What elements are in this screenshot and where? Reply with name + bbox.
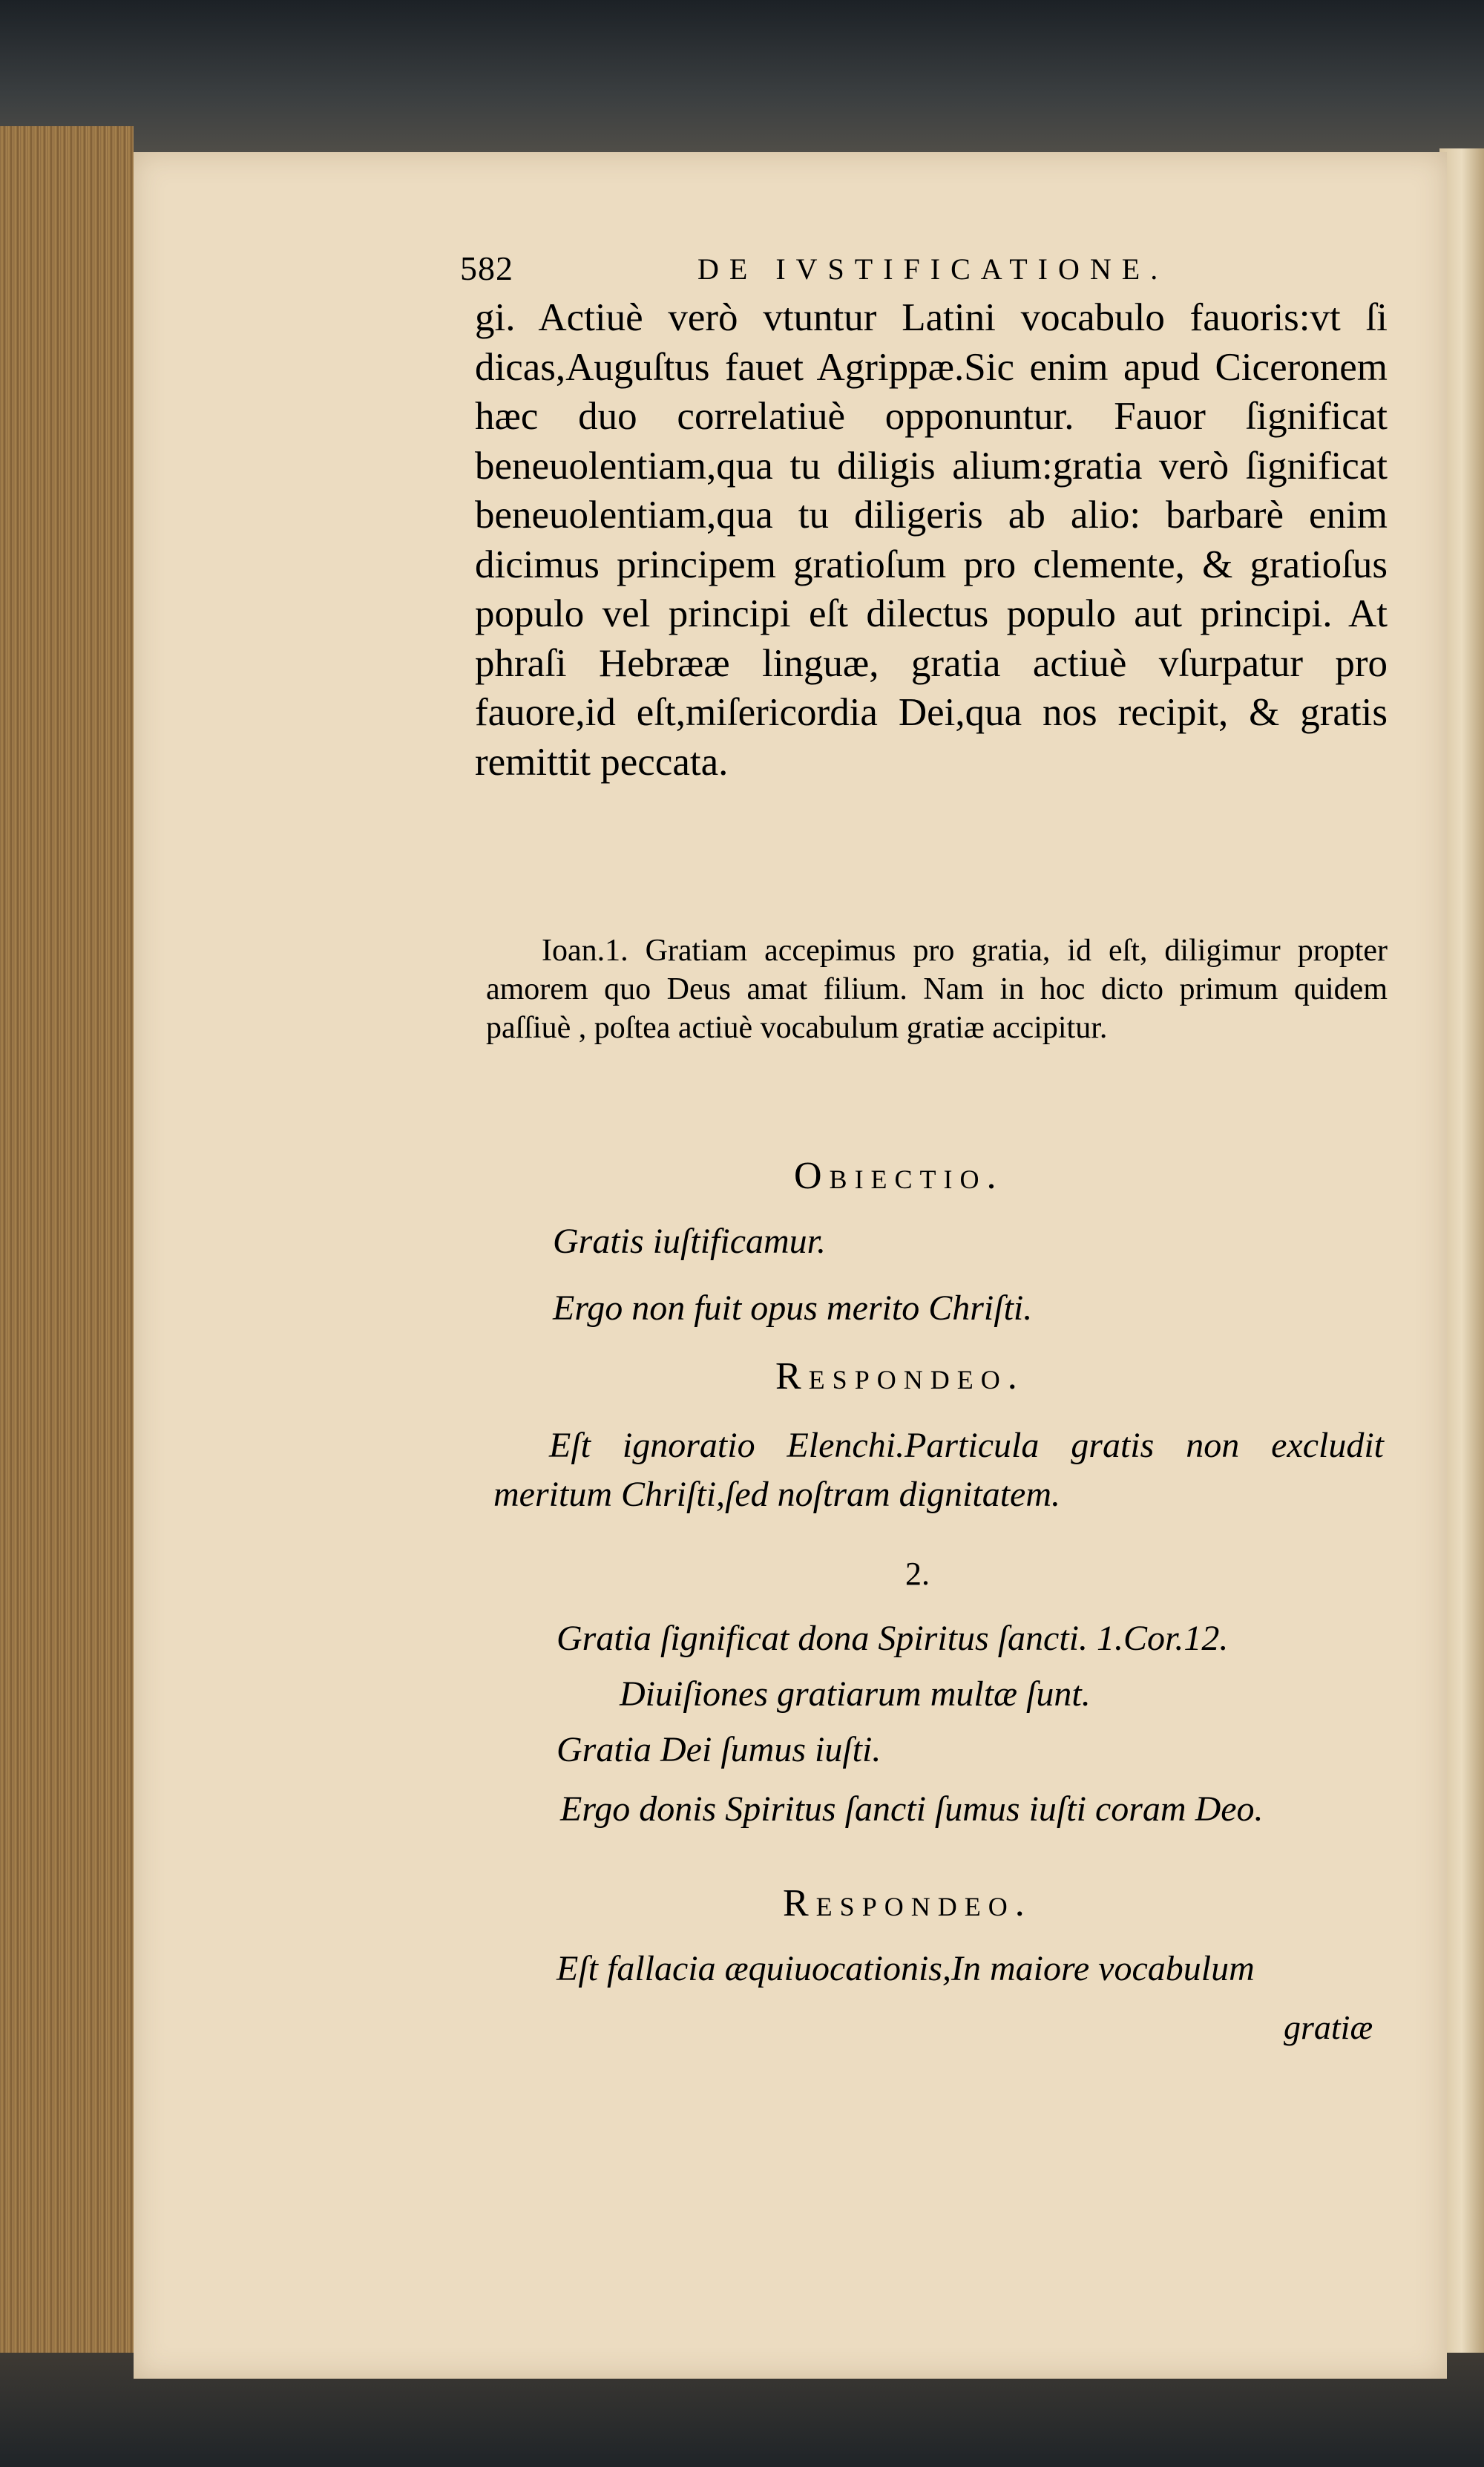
background-top [0,0,1484,171]
respondeo-heading-2: Respondeo. [783,1882,1032,1924]
obiectio-conclusion: Ergo non fuit opus merito Chriſti. [553,1288,1033,1328]
respondeo-heading-1: Respondeo. [775,1355,1025,1398]
respondeo-text-1: Eſt ignoratio Elenchi.Particula gratis non excludit meritum Chriſti,ſed noſtram dignitatem. [493,1426,1384,1514]
body-paragraph: gi. Actiuè verò vtuntur Latini vocabulo fauoris:vt ſi dicas,Auguſtus fauet Agrippæ.Sic enim apud Ciceronem hæc duo correlatiuè opponuntur. Fauor ſignificat beneuolentiam,qua tu diligis alium:gratia verò ſignificat beneuolentiam,qua tu diligeris ab alio: barbarè enim dicimus principem gratioſum pro clemente, & gratioſus populo vel principi eſt dilectus populo aut principi. At phraſi Hebrææ linguæ, gratia actiuè vſurpatur pro fauore,id eſt,miſericordia Dei,qua nos recipit, & gratis remittit peccata. [475,296,1388,784]
obiectio-premise: Gratis iuſtificamur. [553,1222,827,1261]
obiectio-heading: Obiectio. [794,1155,1004,1197]
catchword: gratiæ [1284,2008,1373,2046]
argument-number: 2. [905,1556,930,1592]
running-title: DE IVSTIFICATIONE. [697,252,1169,286]
scripture-note: Ioan.1. Gratiam accepimus pro gratia, id eſt, diligimur propter amorem quo Deus amat filium. Nam in hoc dicto primum quidem paſſiuè , poſtea actiuè vocabulum gratiæ accipitur. [486,934,1388,1045]
argument-2-line-3: Gratia Dei ſumus iuſti. [556,1730,881,1769]
argument-2-line-2: Diuiſiones gratiarum multæ ſunt. [620,1674,1091,1714]
page-number: 582 [460,249,513,287]
argument-2-line-1: Gratia ſignificat dona Spiritus ſancti. 1.Cor.12. [556,1619,1229,1658]
respondeo-text-2: Eſt fallacia æquiuocationis,In maiore vocabulum [556,1949,1255,1988]
argument-2-line-4: Ergo donis Spiritus ſancti ſumus iuſti coram Deo. [560,1789,1264,1829]
page-edges-left [0,126,134,2397]
